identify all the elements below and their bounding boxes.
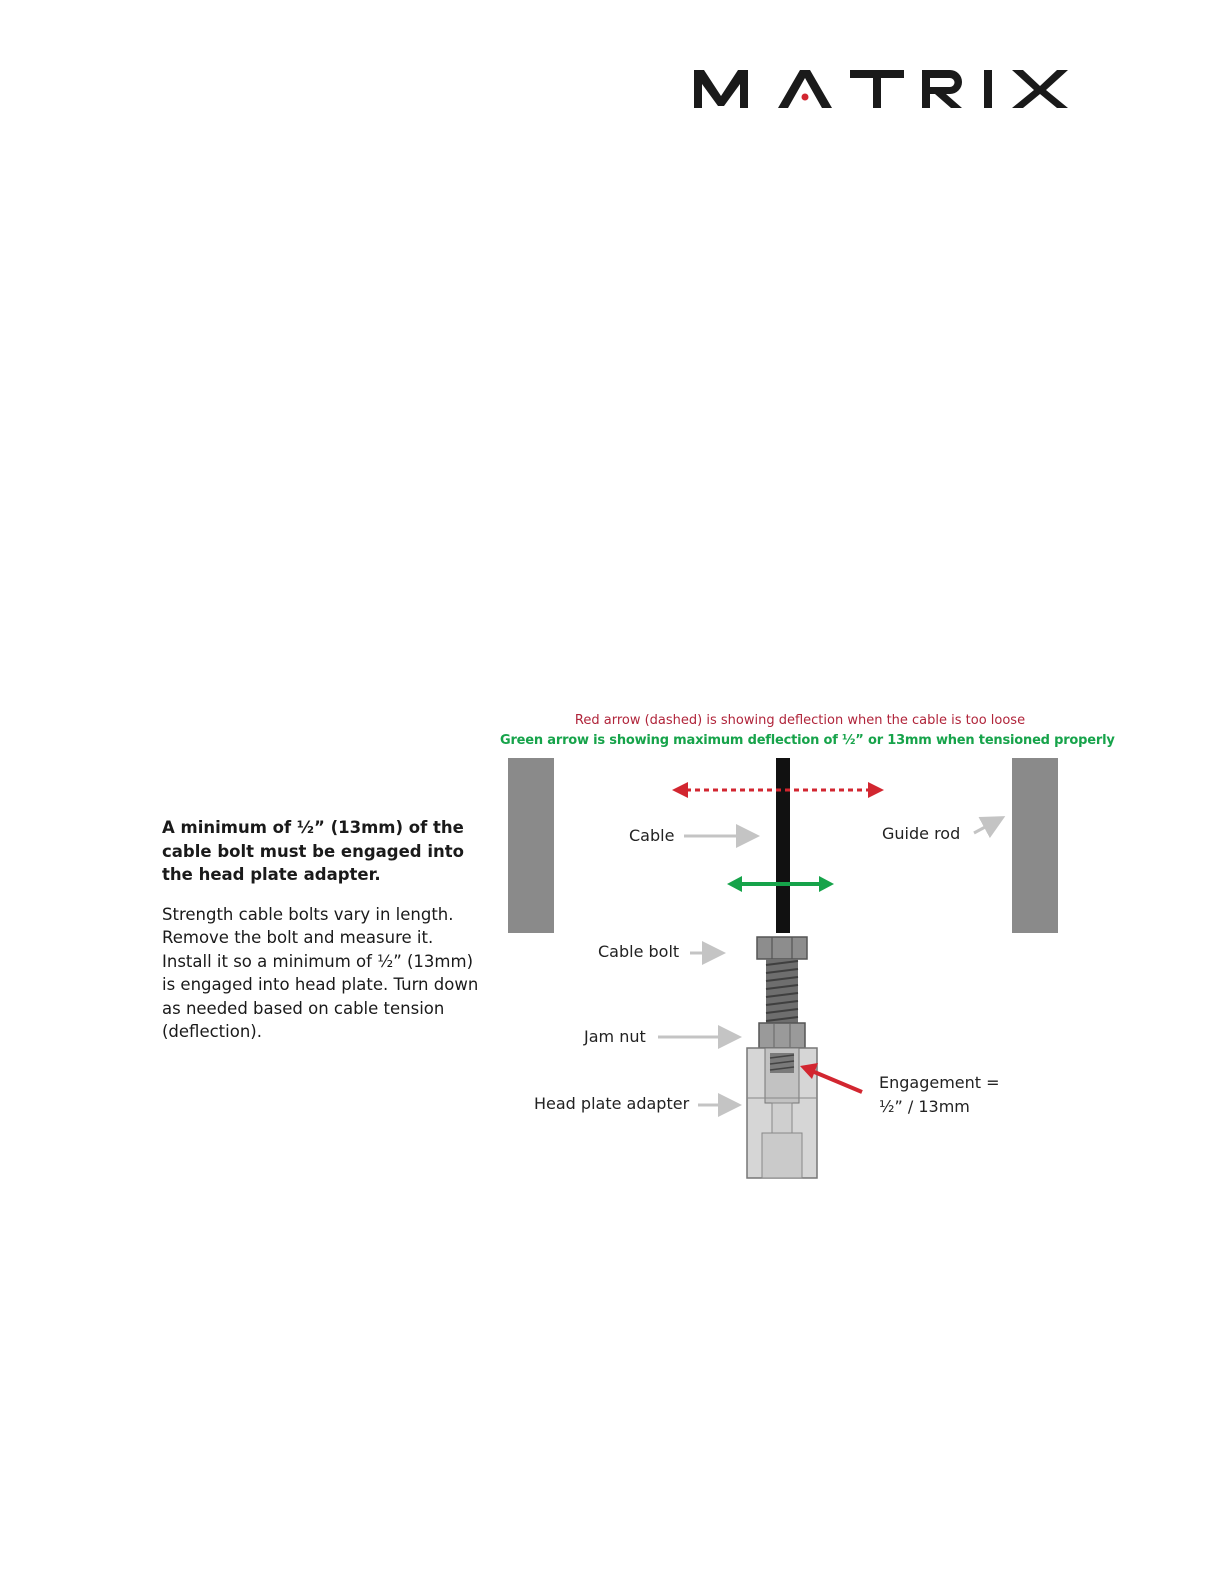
logo-red-dot — [802, 94, 809, 101]
logo-wordmark: MATRIX — [690, 64, 694, 65]
pointer-arrows — [658, 819, 1000, 1105]
label-cable-bolt: Cable bolt — [598, 942, 680, 961]
label-jam-nut: Jam nut — [584, 1027, 646, 1046]
note-body-text: Strength cable bolts vary in length. Remove the bolt and measure it. Install it so a minimum of ½” (13mm) is engaged into head plate. Turn down as needed based on cable tension (deflection). — [162, 904, 479, 1041]
label-head-plate-adapter: Head plate adapter — [534, 1094, 690, 1113]
label-cable: Cable — [629, 826, 675, 845]
note-bold-text: A minimum of ½” (13mm) of the cable bolt must be engaged into the head plate adapter. — [162, 818, 464, 884]
caption-red-arrow: Red arrow (dashed) is showing deflection when the cable is too loose — [574, 713, 1026, 728]
guide-rod-left — [508, 758, 554, 933]
cable-bolt-head — [757, 937, 807, 959]
cable — [776, 758, 790, 933]
matrix-logo — [690, 64, 1072, 114]
cable-bolt-thread — [766, 959, 798, 1023]
cable-bolt-diagram — [500, 705, 1070, 1195]
jam-nut — [759, 1023, 805, 1048]
caption-green-arrow: Green arrow is showing maximum deflection of ½” or 13mm when tensioned properly — [500, 733, 1115, 748]
instruction-note — [162, 816, 482, 1044]
label-engagement-line1: Engagement = — [879, 1073, 1000, 1092]
guide-rod-right — [1012, 758, 1058, 933]
label-guide-rod: Guide rod — [882, 824, 961, 843]
label-engagement-line2: ½” / 13mm — [879, 1097, 970, 1116]
